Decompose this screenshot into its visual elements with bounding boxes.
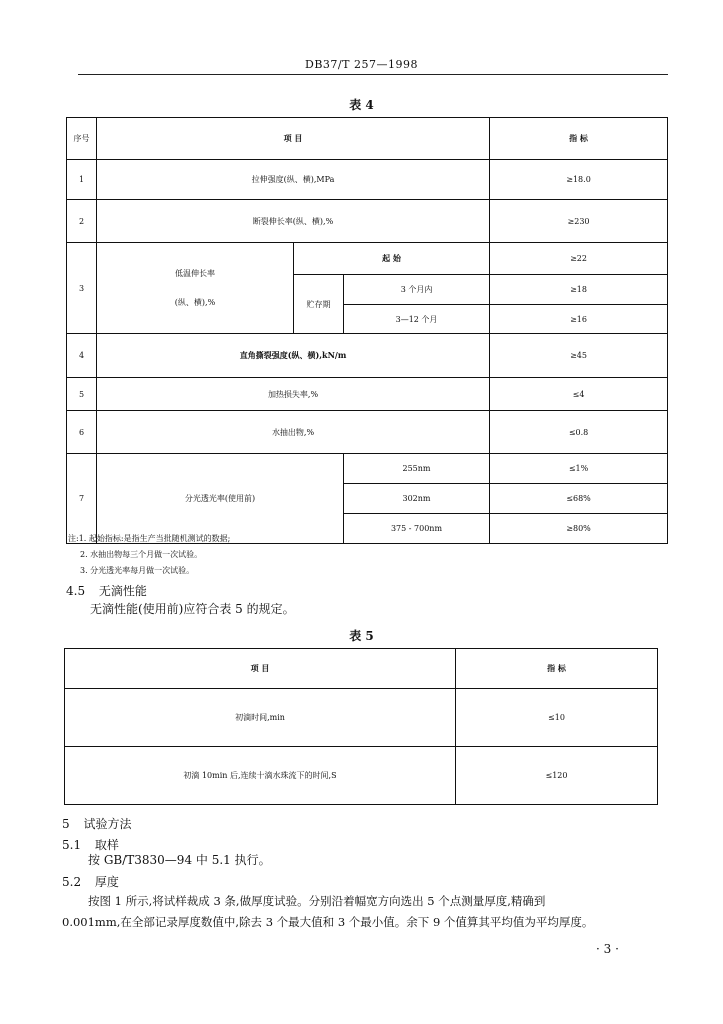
table4-notes [68,531,230,579]
table4-caption: 表 4 [349,98,374,112]
page-number: · 3 · [596,942,619,956]
row-item: 初滴时间,min [65,689,456,747]
table-row [67,378,668,411]
section-5-2-heading [62,873,119,890]
row-item: 水抽出物,% [97,411,490,454]
section-number: 5.1 [62,838,82,852]
table-row [65,747,658,805]
row-value: ≤4 [490,378,668,411]
row-sub-label: 起 始 [294,243,490,275]
section-5-2-text-line1: 按图 1 所示,将试样裁成 3 条,做厚度试验。分别沿着幅宽方向选出 5 个点测量厚度,精确到 [88,894,546,908]
table4-header-row [67,118,668,160]
row-sub-label: 375 - 700nm [344,514,490,544]
row-item: 加热损失率,% [97,378,490,411]
row-seq: 5 [67,378,97,411]
row-seq: 4 [67,334,97,378]
table-row [67,160,668,200]
table5-head-index: 指 标 [456,649,658,689]
row-value: ≥16 [490,305,668,334]
row-value: ≥80% [490,514,668,544]
row-value: ≤0.8 [490,411,668,454]
table-row [65,689,658,747]
document-code: DB37/T 257—1998 [305,58,418,71]
section-5-2-text-line2: 0.001mm,在全部记录厚度数值中,除去 3 个最大值和 3 个最小值。余下 9 个值算其平均值为平均厚度。 [62,915,594,929]
row-item-line: 低温伸长率 [175,269,215,278]
row-value: ≥18 [490,275,668,305]
section-5-heading [62,815,131,832]
note-line: 注:1. 起始指标:是指生产当批随机测试的数据; [68,534,231,543]
row-sub-label: 3 个月内 [344,275,490,305]
row-item: 直角撕裂强度(纵、横),kN/m [97,334,490,378]
table-row [67,454,668,484]
row-value: ≤68% [490,484,668,514]
row-seq: 2 [67,200,97,243]
section-number: 5 [62,817,70,831]
table-5 [64,648,658,805]
row-value: ≤1% [490,454,668,484]
note-line: 2. 水抽出物每三个月做一次试验。 [80,550,203,559]
row-value: ≥22 [490,243,668,275]
row-sub-label: 3—12 个月 [344,305,490,334]
row-seq: 7 [67,454,97,544]
table-4 [66,117,668,544]
row-value: ≥230 [490,200,668,243]
section-4-5-text: 无滴性能(使用前)应符合表 5 的规定。 [90,602,295,616]
row-seq: 6 [67,411,97,454]
table5-head-item: 项 目 [65,649,456,689]
section-4-5-heading [66,582,147,599]
section-title: 取样 [94,838,119,852]
header-rule [78,74,668,75]
section-title: 无滴性能 [98,584,147,598]
section-title: 试验方法 [83,817,132,831]
row-item-line: (纵、横),% [174,298,216,307]
table4-head-seq: 序号 [67,118,97,160]
row-item: 初滴 10min 后,连续十滴水珠流下的时间,S [65,747,456,805]
table-row [67,411,668,454]
row-value: ≥45 [490,334,668,378]
row-item [97,243,294,334]
section-number: 4.5 [66,584,86,598]
row-storage-label: 贮存期 [294,275,344,334]
table4-head-index: 指 标 [490,118,668,160]
row-sub-label: 302nm [344,484,490,514]
row-item: 拉伸强度(纵、横),MPa [97,160,490,200]
table-row [67,243,668,275]
row-seq: 3 [67,243,97,334]
table-row [67,334,668,378]
table5-header-row [65,649,658,689]
row-value: ≥18.0 [490,160,668,200]
row-value: ≤10 [456,689,658,747]
section-title: 厚度 [94,875,119,889]
row-seq: 1 [67,160,97,200]
row-item: 分光透光率(使用前) [97,454,344,544]
row-sub-label: 255nm [344,454,490,484]
note-line: 3. 分光透光率每月做一次试验。 [80,566,195,575]
section-5-1-text: 按 GB/T3830—94 中 5.1 执行。 [88,853,271,867]
table4-head-item: 项 目 [97,118,490,160]
table5-caption: 表 5 [349,629,374,643]
section-number: 5.2 [62,875,82,889]
row-item: 断裂伸长率(纵、横),% [97,200,490,243]
row-value: ≤120 [456,747,658,805]
table-row [67,200,668,243]
